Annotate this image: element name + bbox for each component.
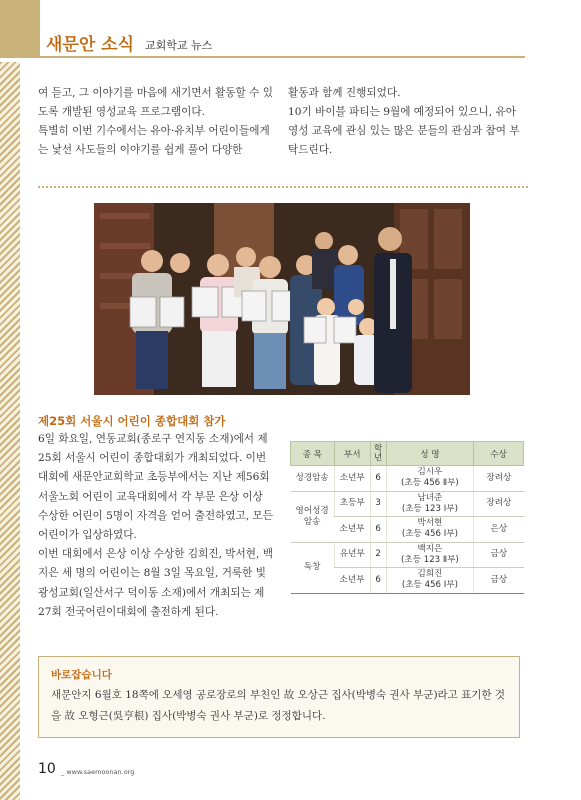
table-header-grade: 학년: [373, 443, 383, 463]
footer-url-text: www.saemoonan.org: [66, 768, 135, 776]
page-number: 10: [38, 761, 56, 777]
article2-title: 제25회 서울시 어린이 종합대회 참가: [38, 414, 226, 428]
article2-paragraph: 6일 화요일, 연동교회(종로구 연지동 소재)에서 제25회 서울시 어린이 종합대회가 개최되었다. 이번 대회에 새문안교회학교 초등부에서는 지난 제56회 서울노회 어린이 교육대회에서 각 부문 은상 이상 수상한 어린이 5명이 자격을 얻어 출전하였고, 모든 어린이가 입상하였다.: [38, 433, 273, 542]
dotted-divider: [38, 186, 528, 188]
student-name: 백지은: [417, 543, 443, 554]
award-cell: 금상: [474, 568, 524, 594]
side-stripe-decoration: [0, 62, 20, 800]
dept-cell: 소년부: [334, 466, 370, 492]
dept-cell: 초등부: [334, 491, 370, 517]
header-rule: [0, 56, 525, 58]
table-header-cell: 부서: [334, 442, 370, 466]
student-name: 김시우: [417, 467, 443, 478]
dept-cell: 소년부: [334, 568, 370, 594]
article1-right-column: [288, 84, 526, 160]
student-name: 박서현: [417, 518, 443, 529]
student-class: (초등 123 Ⅰ부): [401, 503, 458, 514]
award-cell: 은상: [474, 517, 524, 543]
name-cell: [386, 491, 474, 517]
name-cell: [386, 568, 474, 594]
table-row: [291, 491, 524, 517]
student-name: 남녀준: [417, 492, 443, 503]
award-cell: 금상: [474, 542, 524, 568]
article1-paragraph: 여 듣고, 그 이야기를 마음에 새기면서 활동할 수 있도록 개발된 영성교육 프로그램이다.: [38, 87, 273, 118]
article1-paragraph: 활동과 함께 진행되었다.: [288, 87, 401, 99]
student-class: (초등 456 Ⅰ부): [401, 529, 458, 540]
footer-url: _ www.saemoonan.org: [61, 768, 135, 776]
correction-notice: [38, 656, 520, 738]
article2-body: [38, 430, 274, 622]
grade-cell: 2: [370, 542, 386, 568]
event-cell: 성경암송: [291, 466, 335, 492]
student-class: (초등 456 Ⅰ부): [401, 580, 458, 591]
section-title: 새문안 소식: [46, 35, 135, 55]
event-cell: 영어성경암송: [291, 491, 335, 542]
table-header-cell: 종 목: [291, 442, 335, 466]
group-photo-children-awards: [94, 203, 470, 395]
event-cell: 독창: [291, 542, 335, 593]
article2-paragraph: 이번 대회에서 은상 이상 수상한 김희진, 박서현, 백지은 세 명의 어린이는 8월 3일 목요일, 거룩한 빛광성교회(일산서구 덕이동 소재)에서 개최되는 제27회 전국어린이대회에 출전하게 된다.: [38, 548, 273, 618]
award-cell: 장려상: [474, 466, 524, 492]
name-cell: [386, 542, 474, 568]
student-class: (초등 456 Ⅱ부): [401, 478, 459, 489]
grade-cell: 6: [370, 568, 386, 594]
student-name: 김희진: [417, 569, 443, 580]
section-subtitle: 교회학교 뉴스: [145, 39, 213, 52]
name-cell: [386, 517, 474, 543]
award-cell: 장려상: [474, 491, 524, 517]
dept-cell: 소년부: [334, 517, 370, 543]
name-cell: [386, 466, 474, 492]
table-row: [291, 466, 524, 492]
article1-paragraph: 특별히 이번 기수에서는 유아·유치부 어린이들에게는 낯선 사도들의 이야기를 쉽게 풀어 다양한: [38, 125, 270, 156]
grade-cell: 6: [370, 517, 386, 543]
article1-paragraph: 10기 바이블 파티는 9월에 예정되어 있으니, 유아영성 교육에 관심 있는 많은 분들의 관심과 참여 부탁드린다.: [288, 106, 520, 156]
table-row: [291, 542, 524, 568]
notice-text: 새문안지 6월호 18쪽에 오세영 공로장로의 부친인 故 오상근 집사(박병숙 권사 부군)라고 표기한 것을 故 오형근(吳亨根) 집사(박병숙 권사 부군)로 정정합니다.: [51, 689, 506, 722]
table-header-row: [291, 442, 524, 466]
dept-cell: 유년부: [334, 542, 370, 568]
awards-table: [290, 441, 524, 594]
grade-cell: 6: [370, 466, 386, 492]
article1-left-column: [38, 84, 278, 160]
table-header-cell: 수상: [474, 442, 524, 466]
table-header-cell: [370, 442, 386, 466]
header-accent-block: [0, 0, 40, 56]
student-class: (초등 123 Ⅱ부): [401, 554, 459, 565]
table-header-cell: 성 명: [386, 442, 474, 466]
notice-title: 바로잡습니다: [51, 669, 112, 681]
grade-cell: 3: [370, 491, 386, 517]
